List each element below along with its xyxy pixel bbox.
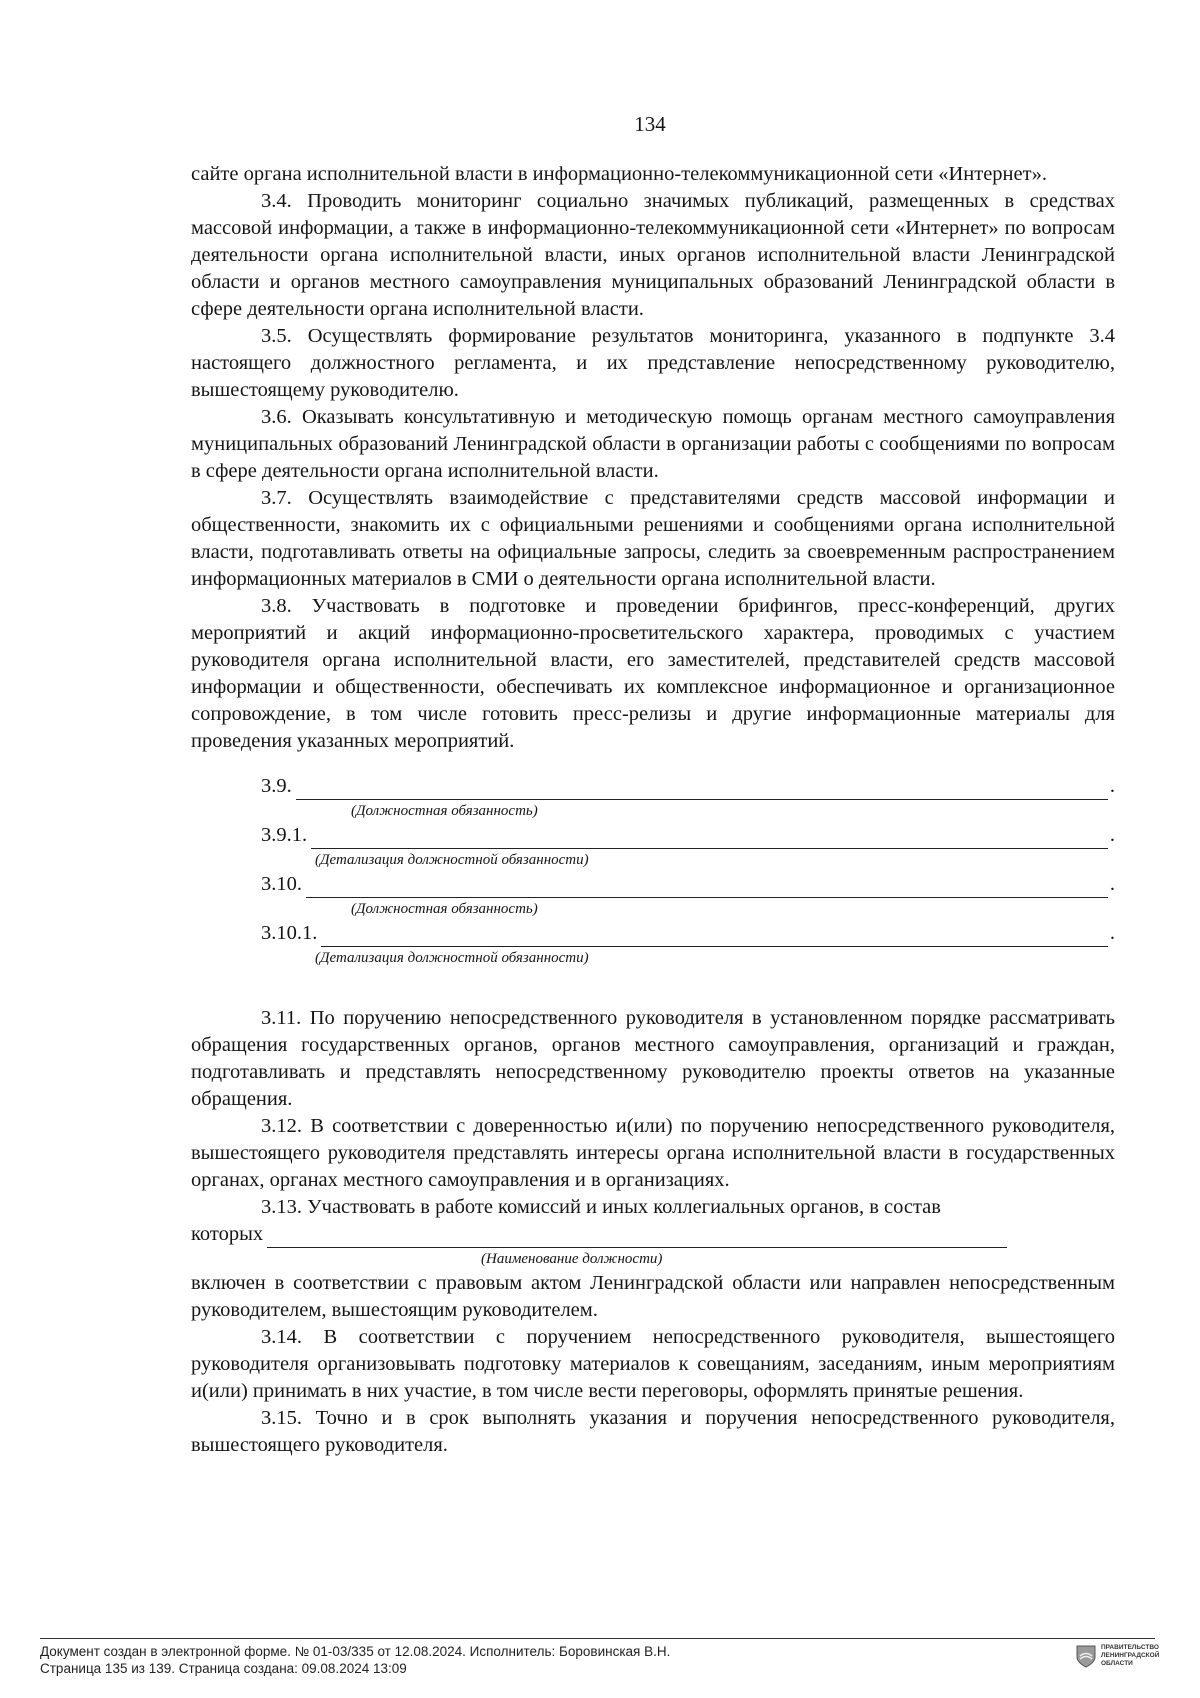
paragraph-3-4: 3.4. Проводить мониторинг социально значимых публикаций, размещенных в средствах массовой информации, а также в информационно-телекоммуникационной сети «Интернет» по вопросам деятельности органа исполнительной власти, иных органов исполнительной власти Ленинградской области и органов местного самоуправления муниципальных образований Ленинградской области в сфере деятельности органа исполнительной власти. <box>191 190 1115 320</box>
paragraph-3-6: 3.6. Оказывать консультативную и методическую помощь органам местного самоуправления муниципальных образований Ленинградской области в организации работы с сообщениями по вопросам в сфере деятельности органа исполнительной власти. <box>191 406 1115 482</box>
blank-label: 3.9.1. <box>261 824 308 846</box>
paragraph-3-7: 3.7. Осуществлять взаимодействие с представителями средств массовой информации и общественности, знакомить их с официальными решениями и сообщениями органа исполнительной власти, подготавливать ответы на официальные запросы, следить за своевременным распространением информационных материалов в СМИ о деятельности органа исполнительной власти. <box>191 487 1115 590</box>
paragraph-3-15: 3.15. Точно и в срок выполнять указания и поручения непосредственного руководителя, вышестоящего руководителя. <box>191 1407 1115 1456</box>
footer-divider <box>40 1638 1155 1639</box>
blank-end: . <box>1109 824 1115 846</box>
paragraph-3-14: 3.14. В соответствии с поручением непосредственного руководителя, вышестоящего руководителя организовывать подготовку материалов к совещаниям, заседаниям, иным мероприятиям и(или) принимать в них участие, в том числе вести переговоры, оформлять принятые решения. <box>191 1326 1115 1402</box>
document-body <box>191 161 1115 1459</box>
fill-in-line <box>306 877 1108 898</box>
blank-caption: (Детализация должностной обязанности) <box>315 852 589 868</box>
blank-caption: (Наименование должности) <box>481 1251 663 1267</box>
footer <box>40 1643 1140 1677</box>
logo-text: ПРАВИТЕЛЬСТВО ЛЕНИНГРАДСКОЙ ОБЛАСТИ <box>1101 1644 1160 1667</box>
blank-label: 3.9. <box>261 775 292 797</box>
fill-in-line <box>321 926 1108 947</box>
coat-of-arms-icon <box>1075 1644 1097 1668</box>
blank-3-10 <box>261 871 1115 898</box>
blank-3-10-1 <box>261 920 1115 947</box>
blank-caption: (Должностная обязанность) <box>351 803 538 819</box>
paragraph-3-12: 3.12. В соответствии с доверенностью и(или) по поручению непосредственного руководителя, вышестоящего руководителя представлять интересы органа исполнительной власти в государственных органах, органах местного самоуправления и в организациях. <box>191 1115 1115 1191</box>
fill-in-line <box>296 779 1108 800</box>
paragraph-3-11: 3.11. По поручению непосредственного руководителя в установленном порядке рассматривать обращения государственных органов, органов местного самоуправления, организаций и граждан, подготавливать и представлять непосредственному руководителю проекты ответов на указанные обращения. <box>191 1007 1115 1110</box>
page-number: 134 <box>634 112 666 136</box>
blank-end: . <box>1109 873 1115 895</box>
blank-label: 3.10. <box>261 873 302 895</box>
footer-line-2: Страница 135 из 139. Страница создана: 09.08.2024 13:09 <box>40 1661 407 1676</box>
blank-caption: (Должностная обязанность) <box>351 901 538 917</box>
blank-3-9 <box>261 773 1115 800</box>
paragraph-3-13-end: включен в соответствии с правовым актом Ленинградской области или направлен непосредственным руководителем, вышестоящим руководителем. <box>191 1272 1115 1321</box>
blank-3-9-1 <box>261 822 1115 849</box>
paragraph-3-5: 3.5. Осуществлять формирование результатов мониторинга, указанного в подпункте 3.4 настоящего должностного регламента, и их представление непосредственному руководителю, вышестоящему руководителю. <box>191 325 1115 401</box>
fill-in-line <box>311 828 1108 849</box>
blank-end: . <box>1109 775 1115 797</box>
fill-in-line <box>267 1227 1007 1248</box>
paragraph-intro: сайте органа исполнительной власти в информационно-телекоммуникационной сети «Интернет». <box>191 163 1047 185</box>
footer-line-1: Документ создан в электронной форме. № 01-03/335 от 12.08.2024. Исполнитель: Боровинская В.Н. <box>40 1644 671 1659</box>
blank-end: . <box>1109 922 1115 944</box>
government-logo <box>1075 1644 1175 1678</box>
paragraph-3-13-blank <box>191 1221 1115 1248</box>
blank-label: 3.10.1. <box>261 922 318 944</box>
blank-caption: (Детализация должностной обязанности) <box>315 950 589 966</box>
blank-label: которых <box>191 1223 264 1245</box>
paragraph-3-13-start: 3.13. Участвовать в работе комиссий и иных коллегиальных органов, в состав <box>261 1196 941 1218</box>
paragraph-3-8: 3.8. Участвовать в подготовке и проведении брифингов, пресс-конференций, других мероприятий и акций информационно-просветительского характера, проводимых с участием руководителя органа исполнительной власти, его заместителей, представителей средств массовой информации и общественности, обеспечивать их комплексное информационное и организационное сопровождение, в том числе готовить пресс-релизы и другие информационные материалы для проведения указанных мероприятий. <box>191 595 1115 752</box>
